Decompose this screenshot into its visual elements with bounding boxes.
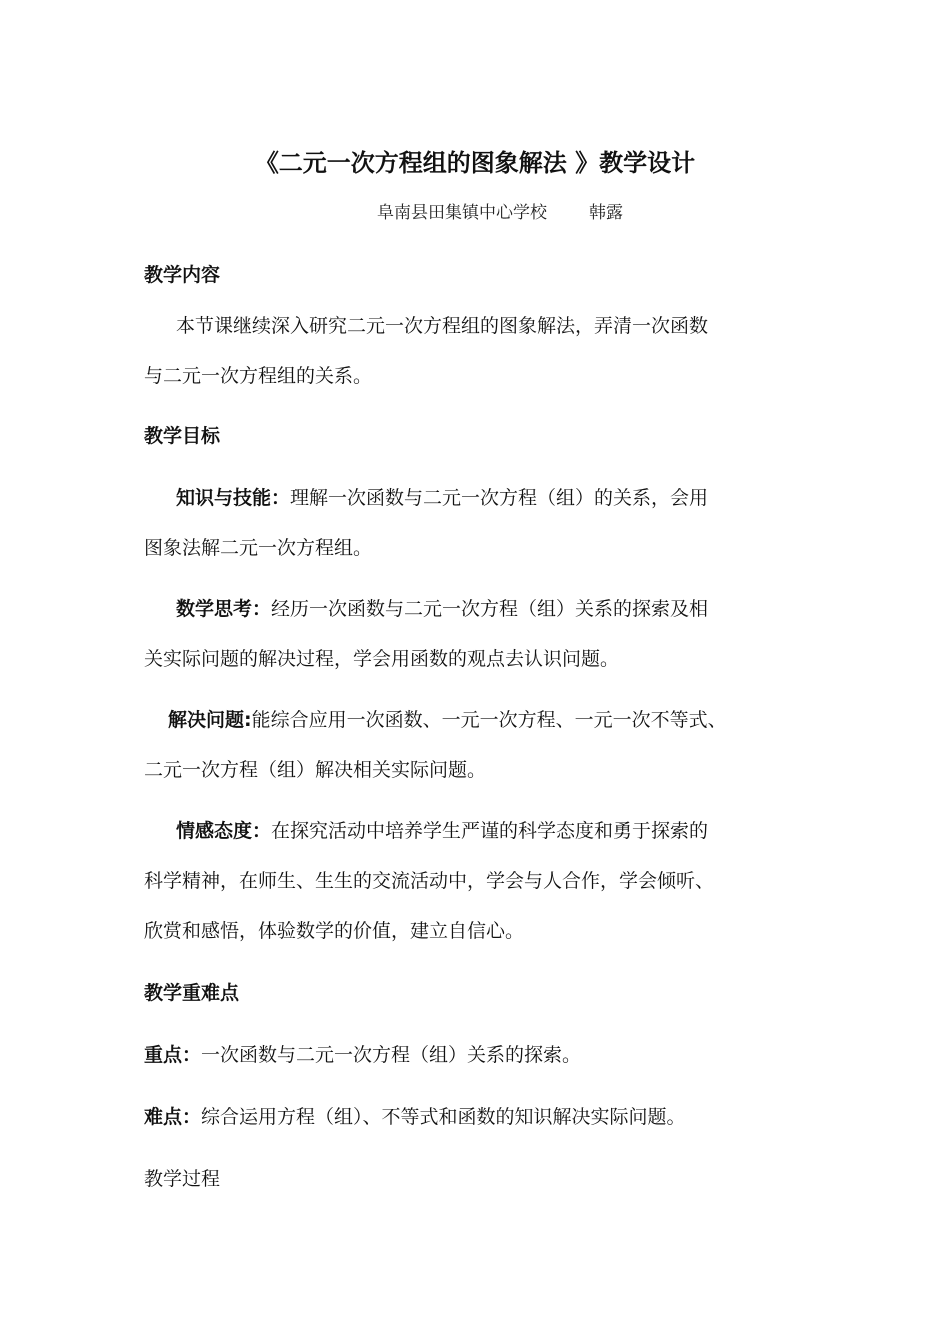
goal-thinking-label: 数学思考： xyxy=(176,598,272,620)
goal-problem-label: 解决问题: xyxy=(168,709,252,731)
content-line-2: 与二元一次方程组的关系。 xyxy=(144,365,373,387)
section-heading-content: 教学内容 xyxy=(144,264,221,286)
content-line-1: 本节课继续深入研究二元一次方程组的图象解法，弄清一次函数 xyxy=(176,315,709,337)
goal-attitude-label: 情感态度： xyxy=(176,820,272,842)
goal-problem-line-2: 二元一次方程（组）解决相关实际问题。 xyxy=(144,759,487,781)
goal-problem-text-1: 能综合应用一次函数、一元一次方程、一元一次不等式、 xyxy=(251,709,727,731)
goal-knowledge-line-1 xyxy=(176,483,708,513)
focus-line xyxy=(144,1040,581,1070)
goal-knowledge-label: 知识与技能： xyxy=(176,487,291,509)
goal-attitude-line-1 xyxy=(176,816,708,846)
section-heading-key-points: 教学重难点 xyxy=(144,982,240,1004)
focus-label: 重点： xyxy=(144,1044,202,1066)
difficulty-text: 综合运用方程（组）、不等式和函数的知识解决实际问题。 xyxy=(201,1106,686,1128)
author-line xyxy=(377,200,623,226)
difficulty-label: 难点： xyxy=(144,1106,202,1128)
goal-attitude-line-3: 欣赏和感悟，体验数学的价值，建立自信心。 xyxy=(144,920,525,942)
document-title: 《二元一次方程组的图象解法 》教学设计 xyxy=(254,149,696,177)
focus-text: 一次函数与二元一次方程（组）关系的探索。 xyxy=(201,1044,582,1066)
difficulty-line xyxy=(144,1102,686,1132)
goal-thinking-line-1 xyxy=(176,594,708,624)
section-heading-process: 教学过程 xyxy=(144,1168,221,1190)
goal-knowledge-line-2: 图象法解二元一次方程组。 xyxy=(144,537,373,559)
goal-thinking-line-2: 关实际问题的解决过程，学会用函数的观点去认识问题。 xyxy=(144,648,620,670)
goal-knowledge-text-1: 理解一次函数与二元一次方程（组）的关系，会用 xyxy=(290,487,709,509)
section-heading-goals: 教学目标 xyxy=(144,425,221,447)
goal-attitude-line-2: 科学精神，在师生、生生的交流活动中，学会与人合作，学会倾听、 xyxy=(144,870,715,892)
goal-thinking-text-1: 经历一次函数与二元一次方程（组）关系的探索及相 xyxy=(271,598,709,620)
goal-problem-line-1 xyxy=(168,705,727,735)
author-name: 韩露 xyxy=(589,203,623,223)
author-school: 阜南县田集镇中心学校 xyxy=(377,203,547,223)
goal-attitude-text-1: 在探究活动中培养学生严谨的科学态度和勇于探索的 xyxy=(271,820,709,842)
